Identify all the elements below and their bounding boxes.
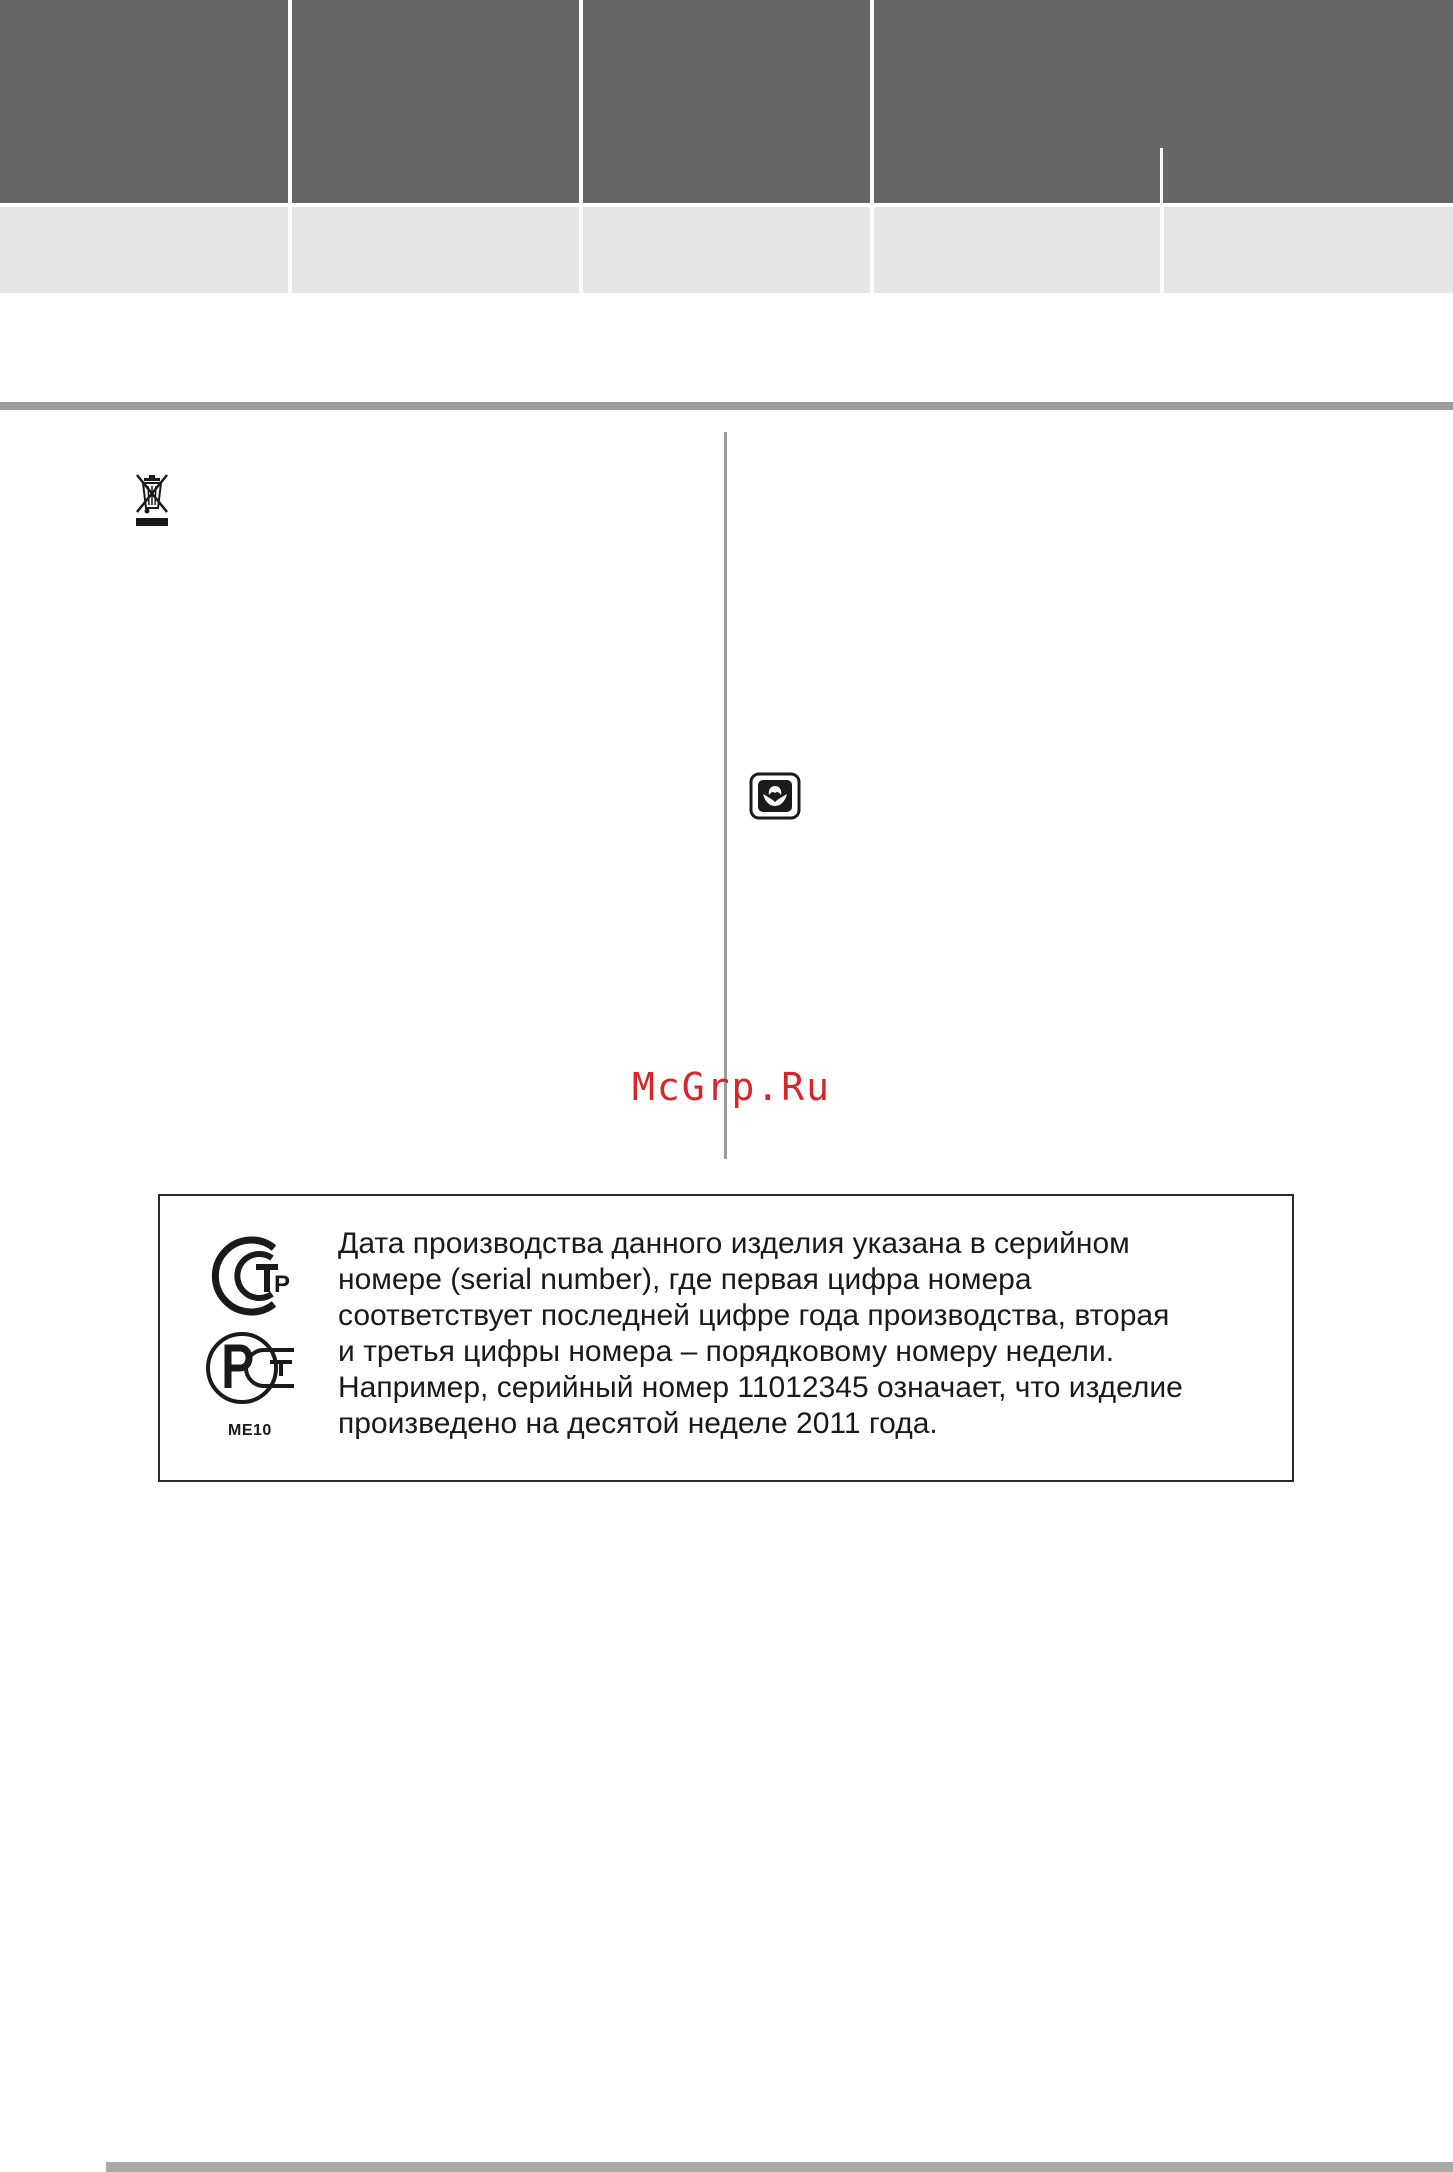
crossed-out-bin-icon [133, 472, 171, 528]
production-date-note: Дата производства данного изделия указана в серийном номере (serial number), где первая цифра номера соответствует последней цифре года производства, вторая и третья цифры номера – порядковому номеру недели. Например, серийный номер 11012345 означает, что изделие произведено на десятой неделе 2011 года. [338, 1227, 1183, 1440]
header-cell-2 [292, 0, 579, 203]
subheader-cell-2 [292, 207, 579, 293]
subheader-cell-5 [1164, 207, 1453, 293]
header-cell-4 [874, 0, 1453, 203]
header-cell-1 [0, 0, 288, 203]
subheader-cell-4 [874, 207, 1160, 293]
section-rule [0, 402, 1453, 410]
eac-ctp-mark-icon [204, 1236, 306, 1316]
pct-gost-mark-icon [204, 1328, 306, 1408]
subheader-cell-1 [0, 207, 288, 293]
certification-mark-code: ME10 [228, 1422, 272, 1439]
flower-environment-icon [749, 772, 801, 820]
certification-box [158, 1194, 1294, 1482]
watermark-text: McGrp.Ru [632, 1065, 832, 1109]
svg-text:P: P [274, 1271, 291, 1298]
header-cell-3 [583, 0, 870, 203]
subheader-cell-3 [583, 207, 870, 293]
footer-rule [106, 2162, 1453, 2172]
header-divider [1160, 148, 1163, 203]
column-divider [724, 432, 727, 1159]
